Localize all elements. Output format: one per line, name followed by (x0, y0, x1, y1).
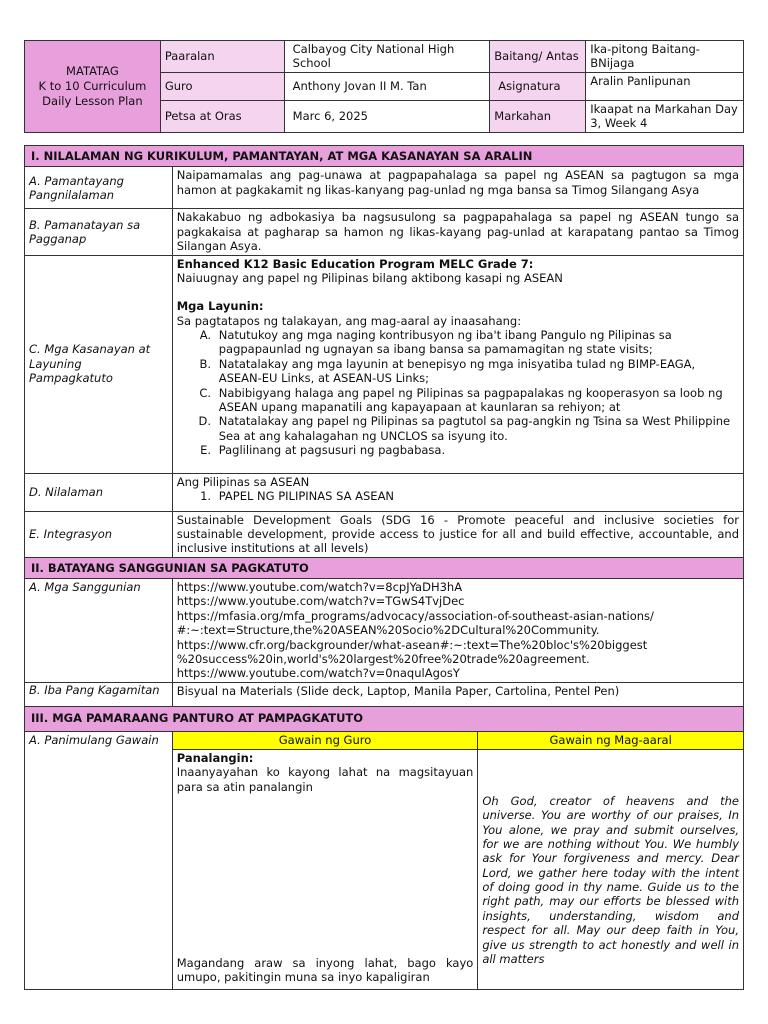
list-item: 1. PAPEL NG PILIPINAS SA ASEAN (215, 489, 739, 503)
label-baitang: Baitang/ Antas (490, 41, 586, 73)
student-prayer (478, 749, 744, 989)
nilalaman-content (172, 473, 743, 511)
label-pamantayan-pagganap: B. Pamanatayan sa Pagganap (25, 209, 173, 255)
guro-invitation: Inaanyayahan ko kayong lahat na magsitayuan para sa atin panalangin (176, 765, 474, 794)
header-table (24, 40, 744, 133)
text-pamantayang-pangnilalaman: Naipamamalas ang pag-unawa at pagpapahalaga sa papel ng ASEAN sa pagtugon sa mga hamon at pagkakamit ng likas-kanyang pag-unlad ng mga bansa sa Timog Silangang Asya (172, 167, 743, 209)
value-asignatura: Aralin Panlipunan (586, 72, 744, 100)
text-integrasyon: Sustainable Development Goals (SDG 16 - Promote peaceful and inclusive societies for sustainable development, provide access to justice for all and build effective, accountable, and inclusive institutions at all levels) (172, 511, 743, 557)
title-line: Daily Lesson Plan (42, 93, 143, 108)
layunin-intro: Sa pagtatapos ng talakayan, ang mag-aaral ay inaasahang: (176, 313, 522, 328)
lesson-table (24, 145, 744, 990)
list-item: A. Natutukoy ang mga naging kontribusyon ng iba't ibang Pangulo ng Pilipinas sa pagpapaunlad ng ugnayan sa ibang bansa sa pamamagitan ng state visits; (215, 328, 739, 357)
reference-link[interactable]: https://www.youtube.com/watch?v=8cpJYaDH3hA (176, 580, 463, 594)
prayer-text: Oh God, creator of heavens and the universe. You are worthy of our praises, In You alone, we pray and submit ourselves, for we are nothing without You. We humbly ask for Your forgiveness and mercy. Dear Lord, we gather here today with the intent of doing good in thy name. Guide us to the right path, may our efforts be blessed with insights, understanding, wisdom and respect for all. May our deep faith in You, give us strength to act honestly and well in all matters (482, 793, 739, 966)
reference-link[interactable]: https://www.youtube.com/watch?v=TGwS4TvjDec (176, 594, 465, 609)
melc-text: Naiuugnay ang papel ng Pilipinas bilang aktibong kasapi ng ASEAN (176, 270, 563, 285)
value-markahan: Ikaapat na Markahan Day 3, Week 4 (586, 100, 744, 132)
reference-link[interactable]: https://www.youtube.com/watch?v=0naqulAgosY (176, 666, 460, 681)
list-item: B. Natatalakay ang mga layunin at benepisyo ng mga inisyatiba tulad ng BIMP-EAGA, ASEAN-EU Links, at ASEAN-US Links; (215, 357, 739, 386)
label-petsa: Petsa at Oras (160, 100, 284, 132)
panalangin-heading: Panalangin (176, 750, 249, 765)
guro-activity: Panalangin: Inaanyayahan ko kayong lahat na magsitayuan para sa atin panalangin Magandang araw sa inyong lahat, bago kayo umupo, pakitingin muna sa inyo kapaligiran (172, 749, 478, 989)
list-item: C. Nabibigyang halaga ang papel ng Pilipinas sa pagpapalakas ng kooperasyon sa loob ng ASEAN upang mapanatili ang kapayapaan at kaunlaran sa rehiyon; at (215, 386, 739, 415)
label-kagamitan: B. Iba Pang Kagamitan (25, 683, 173, 707)
text-kagamitan: Bisyual na Materials (Slide deck, Laptop, Manila Paper, Cartolina, Pentel Pen) (172, 683, 743, 707)
section2-title: II. BATAYANG SANGGUNIAN SA PAGKATUTO (25, 557, 744, 578)
reference-link[interactable]: https://www.cfr.org/backgrounder/what-asean#:~:text=The%20bloc's%20biggest (176, 637, 648, 652)
layunin-heading: Mga Layunin: (176, 299, 264, 314)
reference-link[interactable]: https://mfasia.org/mfa_programs/advocacy/association-of-southeast-asian-nations/ (176, 608, 654, 623)
label-integrasyon: E. Integrasyon (25, 511, 173, 557)
section3-title: III. MGA PAMARAANG PANTURO AT PAMPAGKATUTO (25, 707, 744, 732)
list-item: D. Natatalakay ang papel ng Pilipinas sa pagtutol sa pag-angkin ng Tsina sa West Philippine Sea at ang kahalagahan ng UNCLOS sa isyung ito. (215, 414, 739, 443)
layunin-list (177, 328, 739, 457)
value-paaralan: Calbayog City National High School (284, 41, 490, 73)
value-guro: Anthony Jovan II M. Tan (284, 72, 490, 100)
label-markahan: Markahan (490, 100, 586, 132)
reference-link-cont[interactable]: %20success%20in,world's%20largest%20free%20trade%20agreement. (176, 651, 590, 666)
title-line: MATATAG (66, 63, 119, 78)
label-kasanayan: C. Mga Kasanayan at Layuning Pampagkatuto (25, 255, 173, 473)
reference-link-cont[interactable]: #:~:text=Structure,the%20ASEAN%20Socio%2DCultural%20Community. (176, 623, 600, 638)
label-paaralan: Paaralan (160, 41, 284, 73)
label-sanggunian: A. Mga Sanggunian (25, 579, 173, 683)
col-gawain-mag-aaral: Gawain ng Mag-aaral (478, 732, 744, 749)
label-guro: Guro (160, 72, 284, 100)
section1-title: I. NILALAMAN NG KURIKULUM, PAMANTAYAN, AT MGA KASANAYAN SA ARALIN (25, 146, 744, 167)
nilalaman-text: Ang Pilipinas sa ASEAN (176, 474, 310, 489)
label-nilalaman: D. Nilalaman (25, 473, 173, 511)
kasanayan-content (172, 255, 743, 473)
value-baitang: Ika-pitong Baitang-BNijaga (586, 41, 744, 73)
guro-greeting: Magandang araw sa inyong lahat, bago kayo umupo, pakitingin muna sa inyo kapaligiran (176, 955, 474, 985)
label-pamantayang-pangnilalaman: A. Pamantayang Pangnilalaman (25, 167, 173, 209)
nilalaman-list (177, 489, 739, 503)
label-panimulang-gawain: A. Panimulang Gawain (25, 732, 173, 989)
label-asignatura: Asignatura (490, 72, 586, 100)
value-petsa: Marc 6, 2025 (284, 100, 490, 132)
plan-title (25, 41, 161, 133)
text-pamantayan-pagganap: Nakakabuo ng adbokasiya ba nagsusulong sa pagpapahalaga sa papel ng ASEAN tungo sa pagkakaisa at pagharap sa hamon ng likas-kayang pag-unlad at karapatang pantao sa Timog Silangan Asya. (172, 209, 743, 255)
list-item: E. Paglilinang at pagsusuri ng pagbabasa. (215, 443, 739, 457)
sanggunian-content (172, 579, 743, 683)
title-line: K to 10 Curriculum (38, 78, 147, 93)
melc-heading: Enhanced K12 Basic Education Program MELC Grade 7: (176, 256, 534, 271)
col-gawain-guro: Gawain ng Guro (172, 732, 478, 749)
